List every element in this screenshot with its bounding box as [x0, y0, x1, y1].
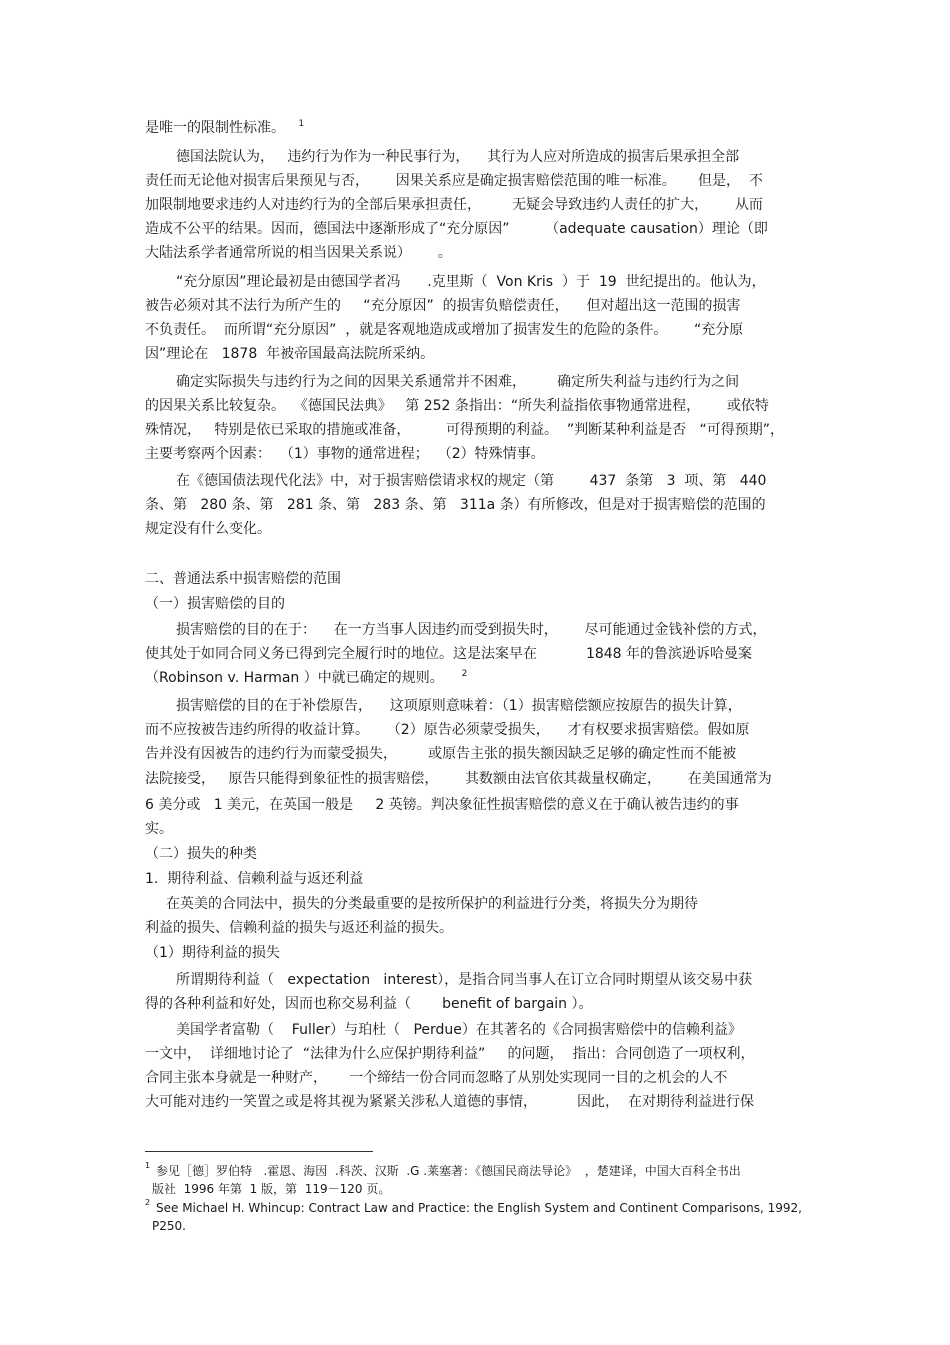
text-line: 利益的损失、信赖利益的损失与返还利益的损失。	[145, 920, 453, 936]
subsection-heading: （二）损失的种类	[145, 846, 257, 862]
text-line: 使其处于如同合同义务已得到完全履行时的地位。这是法案早在 1848 年的鲁滨逊诉哈曼案	[145, 646, 753, 662]
subsection-heading: （1）期待利益的损失	[145, 945, 280, 961]
text-line: 所谓期待利益（ expectation interest），是指合同当事人在订立合同时期望从该交易中获	[176, 972, 753, 988]
text-line: （Robinson v. Harman ）中就已确定的规则。 $^2$	[145, 669, 468, 686]
text-line: 加限制地要求违约人对违约行为的全部后果承担责任， 无疑会导致违约人责任的扩大， 从而	[145, 197, 763, 213]
section-heading: 二、普通法系中损害赔偿的范围	[145, 571, 341, 587]
text-line: 条、第 280 条、第 281 条、第 283 条、第 311a 条）有所修改，但是对于损害赔偿的范围的	[145, 497, 766, 513]
text-line: 得的各种利益和好处，因而也称交易利益（ benefit of bargain ）。	[145, 996, 593, 1012]
text-line: 规定没有什么变化。	[145, 521, 271, 537]
footnote-ref: 1	[298, 119, 305, 129]
text-line: 6 美分或 1 美元，在英国一般是 2 英镑。判决象征性损害赔偿的意义在于确认被告违约的事	[145, 797, 739, 813]
footnote-text: P250.	[152, 1219, 186, 1233]
text-line: 德国法院认为， 违约行为作为一种民事行为， 其行为人应对所造成的损害后果承担全部	[176, 149, 740, 165]
text-line: 的因果关系比较复杂。 《德国民法典》 第 252 条指出：“所失利益指依事物通常进程， 或依特	[145, 398, 769, 414]
footnote-divider	[145, 1151, 373, 1152]
text-line: 大可能对违约一笑置之或是将其视为紧紧关涉私人道德的事情， 因此， 在对期待利益进行保	[145, 1094, 754, 1110]
text-line: 造成不公平的结果。因而，德国法中逐渐形成了“充分原因” （adequate causation）理论（即	[145, 221, 768, 237]
text-line: 一文中， 详细地讨论了 “法律为什么应保护期待利益” 的问题， 指出：合同创造了一项权利，	[145, 1046, 755, 1062]
footnote-number: 2	[145, 1198, 151, 1207]
text-line: 因”理论在 1878 年被帝国最高法院所采纳。	[145, 346, 435, 362]
text-line: 不负责任。 而所谓“充分原因” ，就是客观地造成或增加了损害发生的危险的条件。 “充分原	[145, 322, 744, 338]
footnote-number: 1	[145, 1161, 151, 1170]
text-line: 责任而无论他对损害后果预见与否， 因果关系应是确定损害赔偿范围的唯一标准。 但是， 不	[145, 173, 763, 189]
footnote-text: See Michael H. Whincup: Contract Law and Practice: the English System and Continent Comparisons, 1992,	[156, 1201, 802, 1215]
text-line: 损害赔偿的目的在于补偿原告， 这项原则意味着：（1）损害赔偿额应按原告的损失计算，	[176, 698, 742, 714]
text-line: 在《德国债法现代化法》中，对于损害赔偿请求权的规定（第 437 条第 3 项、第 440	[176, 473, 767, 489]
footnote-text: 版社 1996 年第 1 版，第 119－120 页。	[152, 1182, 391, 1196]
text-line: 损害赔偿的目的在于： 在一方当事人因违约而受到损失时， 尽可能通过金钱补偿的方式，	[176, 622, 767, 638]
text-line: 被告必须对其不法行为所产生的 “充分原因” 的损害负赔偿责任， 但对超出这一范围的损害	[145, 298, 741, 314]
text-line: 殊情况， 特别是依已采取的措施或准备， 可得预期的利益。 ”判断某种利益是否 “可得预期”，	[145, 422, 784, 438]
text-line: 美国学者富勒（ Fuller）与珀杜（ Perdue）在其著名的《合同损害赔偿中的信赖利益》	[176, 1022, 742, 1038]
subsection-heading: （一）损害赔偿的目的	[145, 596, 285, 612]
text-line: “充分原因”理论最初是由德国学者冯 .克里斯（ Von Kris ）于 19 世纪提出的。他认为，	[176, 274, 766, 290]
text-line: 是唯一的限制性标准。 $^1$	[145, 119, 305, 136]
footnote-text: 参见［德］罗伯特 .霍恩、海因 .科茨、汉斯 .G .莱塞著：《德国民商法导论》 ，楚建译，中国大百科全书出	[156, 1164, 741, 1178]
text-line: 主要考察两个因素： （1）事物的通常进程； （2）特殊情事。	[145, 446, 545, 462]
text-line: 告并没有因被告的违约行为而蒙受损失， 或原告主张的损失额因缺乏足够的确定性而不能被	[145, 746, 737, 762]
footnote-ref: 2	[461, 669, 468, 679]
text-line: 在英美的合同法中，损失的分类最重要的是按所保护的利益进行分类，将损失分为期待	[166, 896, 698, 912]
text-line: 法院接受， 原告只能得到象征性的损害赔偿， 其数额由法官依其裁量权确定， 在美国通常为	[145, 771, 772, 787]
text-line: 确定实际损失与违约行为之间的因果关系通常并不困难， 确定所失利益与违约行为之间	[176, 374, 740, 390]
text-line: 而不应按被告违约所得的收益计算。 （2）原告必须蒙受损失， 才有权要求损害赔偿。假如原	[145, 722, 750, 738]
subsection-heading: 1. 期待利益、信赖利益与返还利益	[145, 871, 364, 887]
text-line: 实。	[145, 821, 173, 837]
text-line: 合同主张本身就是一种财产， 一个缔结一份合同而忽略了从别处实现同一目的之机会的人不	[145, 1070, 728, 1086]
text-line: 大陆法系学者通常所说的相当因果关系说） 。	[145, 245, 452, 261]
